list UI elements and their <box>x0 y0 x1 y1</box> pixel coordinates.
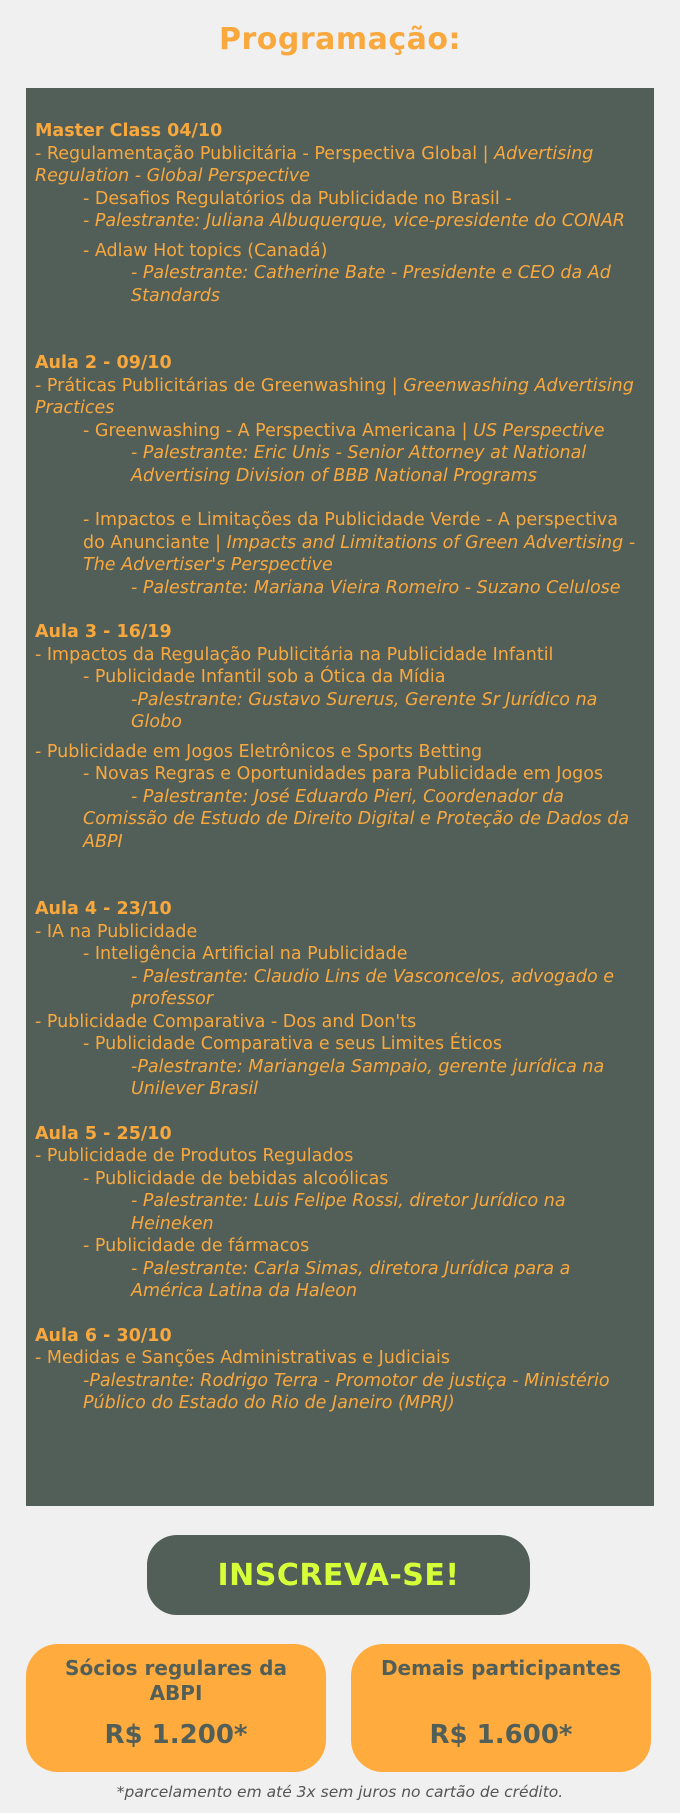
speaker-name: Carla Simas, diretora Jurídica para a América Latina da Haleon <box>131 1258 571 1301</box>
topic <box>35 143 644 188</box>
session-title: Aula 2 - 09/10 <box>35 353 172 373</box>
topic: - Publicidade de Produtos Regulados <box>35 1146 354 1166</box>
price-card-label: Demais participantes <box>380 1656 622 1680</box>
price-card-value: R$ 1.200* <box>104 1720 248 1750</box>
speaker-name: Mariana Vieira Romeiro - Suzano Celulose <box>253 577 621 598</box>
speaker-prefix: - Palestrante: <box>83 211 206 231</box>
speaker-prefix: -Palestrante: <box>131 1056 249 1077</box>
subtopic-en: Impacts and Limitations of Green Advertising - The Advertiser's Perspective <box>83 532 636 575</box>
schedule-panel <box>26 88 654 1506</box>
session-title: Aula 6 - 30/10 <box>35 1325 172 1346</box>
subtopic: - Publicidade de bebidas alcoólicas <box>83 1168 389 1189</box>
page-title: Programação: <box>218 22 462 57</box>
price-card-others <box>351 1644 651 1772</box>
subtopic: - Publicidade de fármacos <box>83 1236 310 1256</box>
speaker <box>35 786 644 854</box>
speaker <box>35 262 644 307</box>
speaker-prefix: - Palestrante: <box>131 443 254 463</box>
subtopic: - Inteligência Artificial na Publicidade <box>83 944 408 964</box>
speaker-name: Claudio Lins de Vasconcelos, advogado e professor <box>131 966 615 1009</box>
price-card-value: R$ 1.600* <box>429 1720 573 1750</box>
speaker <box>35 1370 644 1415</box>
topic-en: Greenwashing Advertising Practices <box>35 375 634 418</box>
topic: - Publicidade Comparativa - Dos and Don'ts <box>35 1011 417 1032</box>
speaker-prefix: - Palestrante: <box>131 786 254 807</box>
speaker <box>35 442 644 487</box>
subtopic <box>35 509 644 577</box>
topic <box>35 375 644 420</box>
speaker-name: Juliana Albuquerque, vice-presidente do CONAR <box>205 211 625 231</box>
speaker-prefix: - Palestrante: <box>131 1258 254 1279</box>
session-title: Aula 5 - 25/10 <box>35 1123 172 1144</box>
speaker <box>35 689 644 734</box>
signup-button[interactable]: INSCREVA-SE! <box>147 1535 530 1615</box>
speaker <box>35 210 644 233</box>
speaker-name: Catherine Bate - Presidente e CEO da Ad Standards <box>131 263 611 306</box>
speaker-prefix: - Palestrante: <box>131 1191 254 1211</box>
topic: - Impactos da Regulação Publicitária na Publicidade Infantil <box>35 644 554 665</box>
subtopic <box>35 420 644 443</box>
speaker-name: Gustavo Surerus, Gerente Sr Jurídico na Globo <box>131 689 598 732</box>
speaker-name: Eric Unis - Senior Attorney at National Advertising Division of BBB National Programs <box>131 443 587 486</box>
speaker-prefix: -Palestrante: <box>131 689 249 710</box>
subtopic: - Publicidade Infantil sob a Ótica da Mídia <box>83 667 446 687</box>
speaker-prefix: - Palestrante: <box>131 966 254 987</box>
price-card-members <box>26 1644 326 1772</box>
topic-pt: - Práticas Publicitárias de Greenwashing | <box>35 375 404 396</box>
topic: - Medidas e Sanções Administrativas e Judiciais <box>35 1348 451 1368</box>
subtopic: - Adlaw Hot topics (Canadá) <box>83 240 328 261</box>
speaker-prefix: - Palestrante: <box>131 263 254 283</box>
topic-en: Advertising Regulation - Global Perspective <box>35 143 594 186</box>
subtopic-pt: - Greenwashing - A Perspectiva Americana | <box>83 420 474 441</box>
speaker <box>35 577 644 600</box>
speaker-prefix: -Palestrante: <box>83 1370 201 1391</box>
payment-footnote: *parcelamento em até 3x sem juros no cartão de crédito. <box>116 1783 564 1801</box>
speaker <box>35 966 644 1011</box>
subtopic: - Desafios Regulatórios da Publicidade no Brasil - <box>83 188 512 209</box>
speaker-name: José Eduardo Pieri, Coordenador da Comissão de Estudo de Direito Digital e Proteção de Dados da ABPI <box>83 786 630 852</box>
subtopic: - Novas Regras e Oportunidades para Publicidade em Jogos <box>83 764 604 784</box>
topic: - IA na Publicidade <box>35 921 198 942</box>
price-card-label: Sócios regulares da ABPI <box>65 1656 287 1705</box>
session-title: Master Class 04/10 <box>35 121 223 141</box>
session-title: Aula 3 - 16/19 <box>35 622 172 642</box>
subtopic: - Publicidade Comparativa e seus Limites Éticos <box>83 1034 502 1054</box>
speaker-name: Rodrigo Terra - Promotor de justiça - Ministério Público do Estado do Rio de Janeiro (MPRJ) <box>83 1370 610 1413</box>
topic: - Publicidade em Jogos Eletrônicos e Sports Betting <box>35 741 483 762</box>
speaker <box>35 1258 644 1303</box>
speaker <box>35 1056 644 1101</box>
speaker-name: Luis Felipe Rossi, diretor Jurídico na Heineken <box>131 1191 566 1234</box>
subtopic-pt: - Impactos e Limitações da Publicidade Verde - A perspectiva do Anunciante | <box>83 510 618 553</box>
subtopic-en: US Perspective <box>473 420 605 441</box>
speaker <box>35 1190 644 1235</box>
speaker-name: Mariangela Sampaio, gerente jurídica na Unilever Brasil <box>131 1056 605 1099</box>
speaker-prefix: - Palestrante: <box>131 577 254 598</box>
topic-pt: - Regulamentação Publicitária - Perspectiva Global | <box>35 143 495 164</box>
session-title: Aula 4 - 23/10 <box>35 899 172 919</box>
